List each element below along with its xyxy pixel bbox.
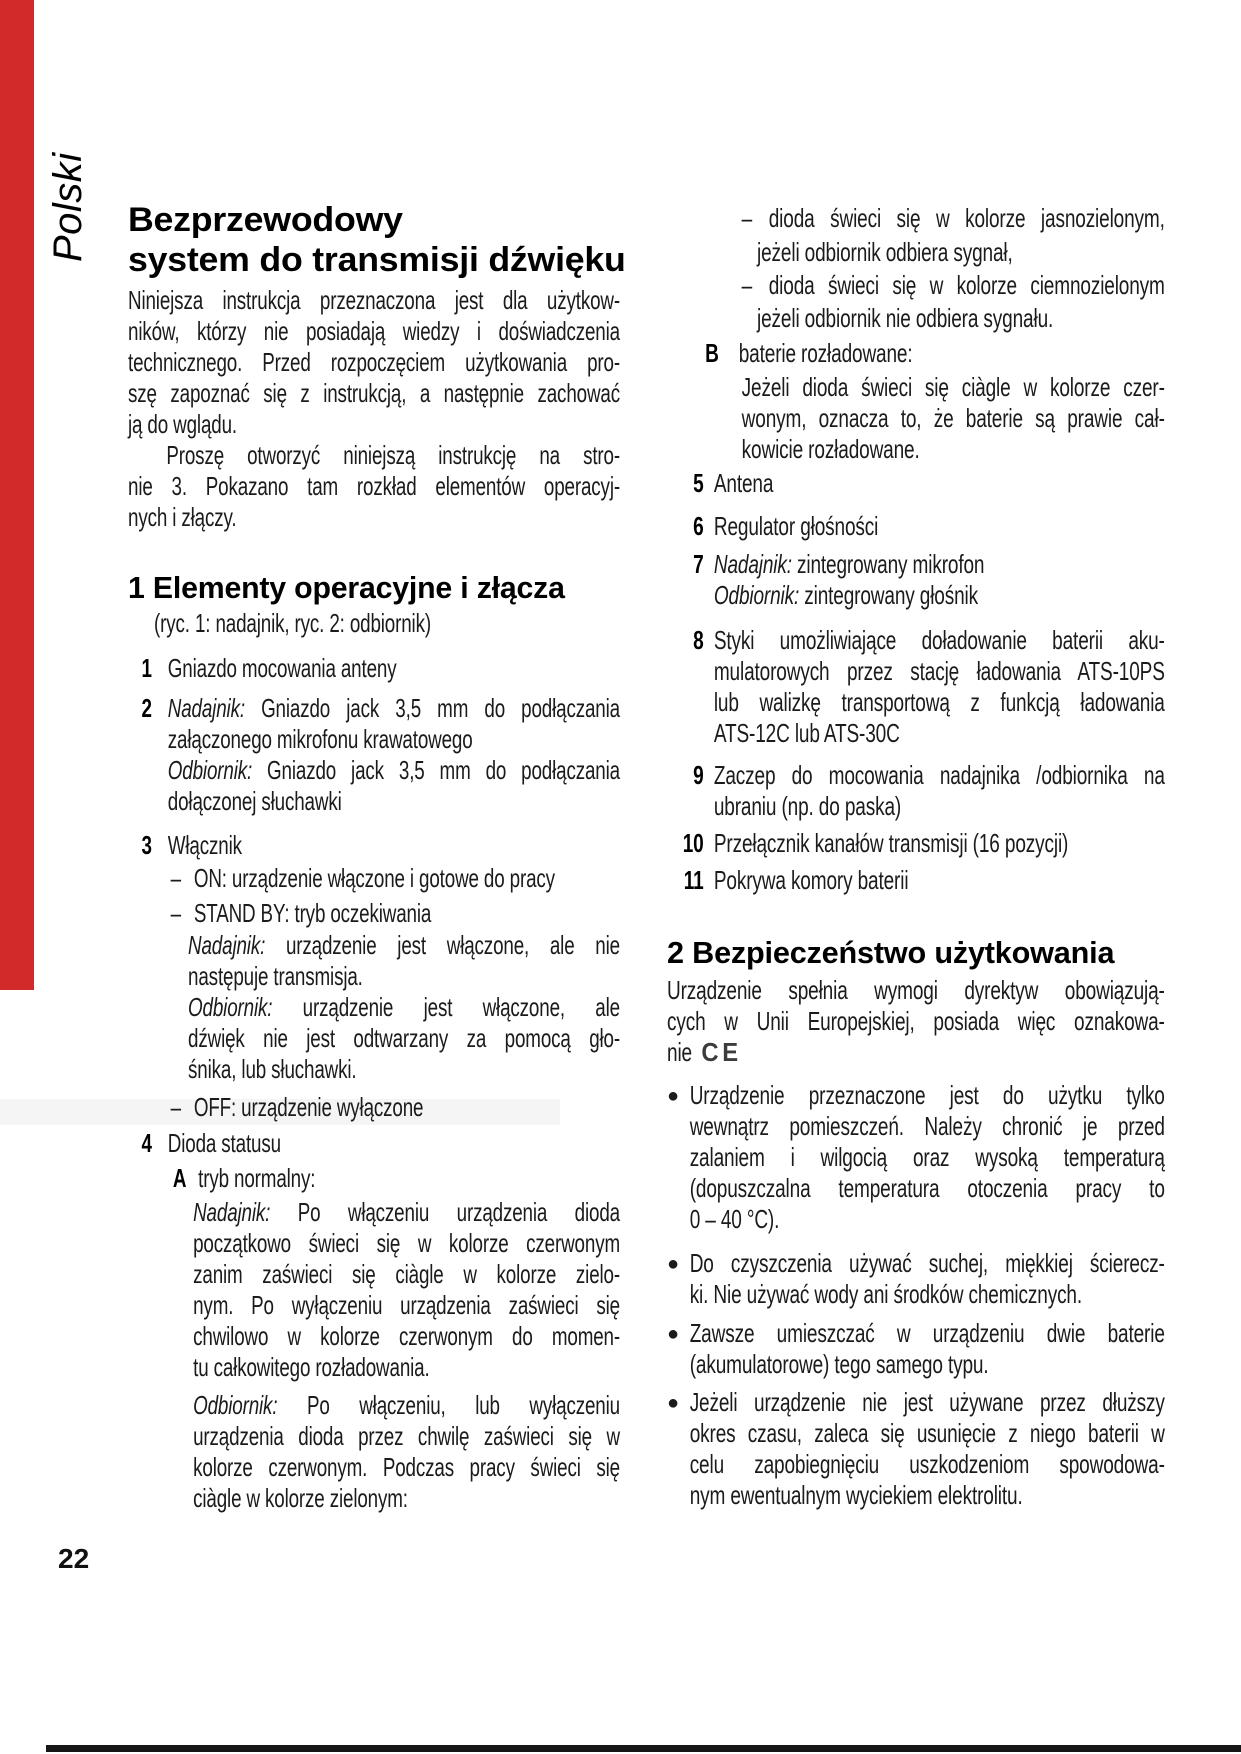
text-line: kowicie rozładowane. [741, 434, 920, 464]
text-line: Proszę otworzyć niniejszą instrukcję na stro- [166, 440, 620, 470]
text-line: 0 – 40 °C). [689, 1204, 780, 1234]
italic-text: Odbiornik: [188, 992, 273, 1022]
text-line: Nadajnik: Gniazdo jack 3,5 mm do podłączania [167, 693, 620, 723]
page-number: 22 [58, 1543, 90, 1574]
lettered-list-item [667, 338, 1165, 369]
dash-item-continuation [667, 237, 1165, 268]
text-line: Zaczep do mocowania nadajnika /odbiornika na [713, 760, 1165, 790]
dash-item-continuation [667, 303, 1165, 334]
text-line: technicznego. Przed rozpoczęciem użytkowania pro- [128, 347, 620, 377]
text-line: Dioda statusu [167, 1128, 281, 1158]
italic-text: Odbiornik: [193, 1390, 278, 1420]
text-line: (akumulatorowe) tego samego typu. [689, 1349, 989, 1379]
item-number: 6 [693, 511, 704, 541]
text-line: Antena [713, 468, 774, 498]
dash-icon: – [741, 203, 753, 233]
numbered-list-item [128, 1128, 620, 1159]
lettered-list-item [128, 1163, 620, 1194]
dash-icon: – [170, 863, 182, 893]
bullet-icon: ● [667, 1253, 679, 1275]
dash-list-item [128, 898, 620, 929]
text-line: system do transmisji dźwięku [128, 241, 626, 279]
text-line: Nadajnik: urządzenie jest włączone, ale nie [188, 930, 620, 960]
text-line: (dopuszczalna temperatura otoczenia pracy to [689, 1173, 1165, 1203]
right-column [667, 203, 1165, 1511]
text-line: Odbiornik: urządzenie jest włączone, ale [188, 992, 620, 1022]
dash-item-continuation [128, 930, 620, 1085]
text-line: (ryc. 1: nadajnik, ryc. 2: odbiornik) [154, 608, 431, 638]
numbered-list-item [667, 760, 1165, 822]
text-line: Styki umożliwiające doładowanie baterii aku- [713, 625, 1165, 655]
text-line: baterie rozładowane: [738, 338, 913, 368]
text-line: okres czasu, zaleca się usunięcie z niego baterii w [689, 1418, 1165, 1448]
numbered-list-item [667, 625, 1165, 749]
text-line: 1 Elementy operacyjne i złącza [128, 570, 565, 605]
text-line: urządzenia dioda przez chwilę zaświeci się w [193, 1421, 620, 1451]
text-line: ubraniu (np. do paska) [713, 791, 902, 821]
text-line: załączonego mikrofonu krawatowego [167, 724, 473, 754]
dash-list-item [667, 270, 1165, 301]
text-line: Nadajnik: Po włączeniu urządzenia dioda [193, 1197, 620, 1227]
text-line: Pokrywa komory baterii [713, 865, 909, 895]
text-line: nie CE [667, 1037, 742, 1067]
numbered-list-item [667, 511, 1165, 542]
numbered-list-item [667, 468, 1165, 499]
dash-list-item [128, 1092, 620, 1123]
text-line: Urządzenie spełnia wymogi dyrektyw obowiązują- [667, 975, 1165, 1005]
text-line: ją do wglądu. [128, 409, 237, 439]
text-line: 2 Bezpieczeństwo użytkowania [667, 935, 1115, 970]
text-line: ki. Nie używać wody ani środków chemicznych. [689, 1279, 1083, 1309]
numbered-list-item [128, 693, 620, 817]
text-line: OFF: urządzenie wyłączone [193, 1092, 424, 1122]
text-line: nie 3. Pokazano tam rozkład elementów operacyj- [128, 471, 620, 501]
text-line: następuje transmisja. [188, 961, 363, 991]
lettered-item-continuation [667, 372, 1165, 465]
numbered-list-item [667, 828, 1165, 859]
dash-icon: – [741, 270, 753, 300]
item-number: 4 [141, 1128, 152, 1158]
dash-icon: – [170, 1092, 182, 1122]
italic-text: Odbiornik: [713, 580, 800, 610]
text-line: STAND BY: tryb oczekiwania [193, 898, 432, 928]
text-line: tryb normalny: [198, 1163, 316, 1193]
paragraph [667, 975, 1165, 1068]
item-number: 11 [683, 865, 704, 895]
text-line: Odbiornik: zintegrowany głośnik [713, 580, 979, 610]
text-line: kolorze czerwonym. Podczas pracy świeci się [193, 1452, 620, 1482]
item-letter: A [172, 1163, 187, 1193]
text-line: tu całkowitego rozładowania. [193, 1352, 430, 1382]
item-number: 3 [141, 830, 152, 860]
numbered-list-item [128, 830, 620, 861]
bullet-list-item [667, 1318, 1165, 1380]
text-line: początkowo świeci się w kolorze czerwonym [193, 1228, 620, 1258]
text-line: Odbiornik: Po włączeniu, lub wyłączeniu [193, 1390, 620, 1420]
item-number: 7 [693, 549, 704, 579]
item-number: 1 [141, 653, 152, 683]
section-heading [667, 933, 1241, 973]
lettered-item-continuation [128, 1197, 620, 1383]
text-line: Zawsze umieszczać w urządzeniu dwie baterie [689, 1318, 1165, 1348]
bullet-icon: ● [667, 1392, 679, 1414]
text-line: jeżeli odbiornik nie odbiera sygnału. [757, 303, 1054, 333]
italic-text: Nadajnik: [188, 930, 266, 960]
text-line: ciàgle w kolorze zielonym: [193, 1483, 408, 1513]
dash-icon: – [170, 898, 182, 928]
left-column [128, 200, 626, 1514]
text-line: chwilowo w kolorze czerwonym do momen- [193, 1321, 620, 1351]
bullet-list-item [667, 1080, 1165, 1235]
paragraph [128, 285, 620, 533]
bullet-icon: ● [667, 1323, 679, 1345]
text-line: jeżeli odbiornik odbiera sygnał, [757, 237, 1013, 267]
dash-list-item [128, 863, 620, 894]
language-label: Polski [46, 152, 90, 262]
item-number: 8 [693, 625, 704, 655]
text-line: ATS-12C lub ATS-30C [713, 718, 900, 748]
text-line: Niniejsza instrukcja przeznaczona jest dla użytkow- [128, 285, 620, 315]
text-line: Regulator głośności [713, 511, 879, 541]
text-line: nym. Po wyłączeniu urządzenia zaświeci się [193, 1290, 620, 1320]
text-line: Bezprzewodowy [128, 201, 403, 239]
text-line: Jeżeli dioda świeci się ciàgle w kolorze czer- [741, 372, 1165, 402]
numbered-list-item [667, 865, 1165, 896]
dash-list-item [667, 203, 1165, 234]
text-line: mulatorowych przez stację ładowania ATS-10PS [713, 656, 1165, 686]
text-line: nych i złączy. [128, 502, 237, 532]
bullet-icon: ● [667, 1085, 679, 1107]
bullet-list-item [667, 1387, 1165, 1511]
italic-text: Nadajnik: [167, 693, 245, 723]
text-line: dźwięk nie jest odtwarzany za pomocą gło- [188, 1023, 620, 1053]
language-accent-bar [0, 0, 34, 990]
text-line: nym ewentualnym wyciekiem elektrolitu. [689, 1480, 1023, 1510]
lettered-item-continuation [128, 1390, 620, 1514]
ce-mark: CE [701, 1037, 742, 1067]
text-line: Gniazdo mocowania anteny [167, 653, 397, 683]
item-number: 9 [693, 760, 704, 790]
text-line: wonym, oznacza to, że baterie są prawie cał- [741, 403, 1165, 433]
text-line: cych w Unii Europejskiej, posiada więc oznakowa- [667, 1006, 1165, 1036]
text-line: śnika, lub słuchawki. [188, 1054, 357, 1084]
item-number: 2 [141, 693, 152, 723]
text-line: lub walizkę transportową z funkcją ładowania [713, 687, 1165, 717]
text-line: ON: urządzenie włączone i gotowe do pracy [193, 863, 555, 893]
text-line: dioda świeci się w kolorze ciemnozielonym [768, 270, 1165, 300]
text-line: Jeżeli urządzenie nie jest używane przez dłuższy [689, 1387, 1165, 1417]
numbered-list-item [128, 653, 620, 684]
italic-text: Odbiornik: [167, 755, 253, 785]
page-bottom-scan-rule [46, 1745, 1241, 1752]
text-line: Odbiornik: Gniazdo jack 3,5 mm do podłączania [167, 755, 620, 785]
text-line: Urządzenie przeznaczone jest do użytku tylko [689, 1080, 1165, 1110]
text-line: zanim zaświeci się ciàgle w kolorze zielo- [193, 1259, 620, 1289]
text-line: Do czyszczenia używać suchej, miękkiej ścierecz- [689, 1248, 1165, 1278]
item-letter: B [705, 338, 719, 368]
italic-text: Nadajnik: [713, 549, 792, 579]
figure-reference [128, 608, 620, 639]
item-number: 10 [682, 828, 704, 858]
text-line: Przełącznik kanałów transmisji (16 pozycji) [713, 828, 1069, 858]
text-line: zalaniem i wilgocią oraz wysoką temperaturą [689, 1142, 1165, 1172]
item-number: 5 [693, 468, 704, 498]
text-line: dołączonej słuchawki [167, 786, 342, 816]
bullet-list-item [667, 1248, 1165, 1310]
numbered-list-item [667, 549, 1165, 611]
text-line: dioda świeci się w kolorze jasnozielonym, [768, 203, 1165, 233]
text-line: Nadajnik: zintegrowany mikrofon [713, 549, 985, 579]
text-line: celu zapobiegnięciu uszkodzeniom spowodowa- [689, 1449, 1165, 1479]
text-line: szę zapoznać się z instrukcją, a następnie zachować [128, 378, 620, 408]
italic-text: Nadajnik: [193, 1197, 271, 1227]
text-line: Włącznik [167, 830, 242, 860]
text-line: wewnątrz pomieszczeń. Należy chronić je przed [689, 1111, 1165, 1141]
text-line: ników, którzy nie posiadają wiedzy i doświadczenia [128, 316, 620, 346]
